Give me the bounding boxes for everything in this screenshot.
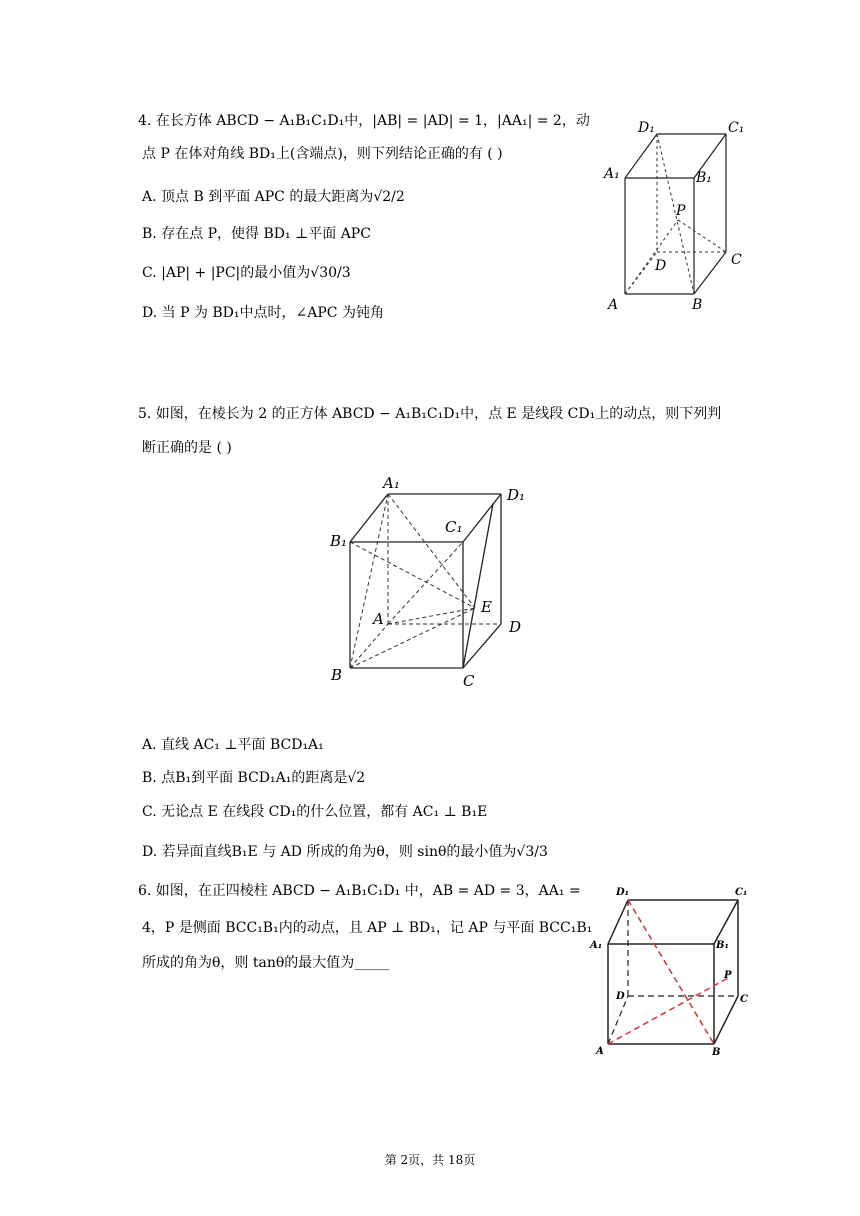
q4-label-b: B: [692, 297, 703, 313]
q6-label-b: B: [712, 1047, 721, 1058]
q5-option-a: A. 直线 AC₁ ⊥平面 BCD₁A₁: [142, 737, 324, 753]
q4-label-p: P: [676, 203, 686, 219]
q6-label-a1: A₁: [590, 940, 603, 951]
q4-option-a: A. 顶点 B 到平面 APC 的最大距离为√2/2: [142, 189, 405, 205]
q4-option-c: C. |AP| + |PC|的最小值为√30/3: [142, 265, 351, 281]
q6-label-c1: C₁: [735, 887, 748, 898]
q6-label-b1: B₁: [716, 940, 729, 951]
q5-stem-line-1: 5. 如图，在棱长为 2 的正方体 ABCD − A₁B₁C₁D₁中，点 E 是线段 CD₁上的动点，则下列判: [138, 406, 722, 422]
q6-label-d1: D₁: [616, 887, 630, 898]
q5-cube-figure: [325, 470, 545, 690]
q5-label-d1: D₁: [507, 486, 526, 504]
q6-label-p: P: [724, 970, 732, 981]
q6-label-a: A: [596, 1046, 604, 1057]
q5-stem-line-2: 断正确的是 ( ): [142, 440, 232, 456]
q4-label-d1: D₁: [638, 120, 655, 136]
q4-stem-line-1: 4. 在长方体 ABCD − A₁B₁C₁D₁中，|AB| = |AD| = 1，|AA₁| = 2，动: [138, 113, 590, 129]
q6-stem-line-2: 4，P 是侧面 BCC₁B₁内的动点，且 AP ⊥ BD₁，记 AP 与平面 BCC₁B₁: [142, 920, 593, 936]
q4-label-c1: C₁: [728, 120, 745, 136]
q4-label-c: C: [731, 252, 742, 268]
q4-label-b1: B₁: [696, 170, 712, 186]
q5-label-b: B: [331, 666, 343, 684]
page-footer: 第 2页，共 18页: [384, 1153, 476, 1167]
q5-label-b1: B₁: [330, 532, 348, 550]
q4-label-a: A: [608, 297, 619, 313]
q5-label-a: A: [373, 610, 384, 628]
q6-stem-line-3: 所成的角为θ，则 tanθ的最大值为_____: [142, 955, 390, 971]
q5-option-b: B. 点B₁到平面 BCD₁A₁的距离是√2: [142, 770, 366, 786]
q5-label-a1: A₁: [383, 474, 400, 492]
q6-stem-line-1: 6. 如图，在正四棱柱 ABCD − A₁B₁C₁D₁ 中，AB = AD = 3，AA₁ =: [138, 883, 581, 899]
q4-stem-line-2: 点 P 在体对角线 BD₁上(含端点)，则下列结论正确的有 ( ): [142, 146, 503, 162]
q4-option-b: B. 存在点 P，使得 BD₁ ⊥平面 APC: [142, 226, 371, 242]
q6-label-c: C: [740, 994, 748, 1005]
q5-label-c1: C₁: [445, 518, 463, 536]
q6-label-d: D: [616, 991, 625, 1002]
q5-label-d: D: [509, 618, 522, 636]
q4-option-d: D. 当 P 为 BD₁中点时，∠APC 为钝角: [142, 305, 384, 321]
q5-option-c: C. 无论点 E 在线段 CD₁的什么位置，都有 AC₁ ⊥ B₁E: [142, 804, 488, 820]
q5-label-c: C: [463, 672, 475, 690]
q4-label-d: D: [655, 258, 667, 274]
q5-label-e: E: [481, 598, 492, 616]
q4-cuboid-figure: [600, 112, 760, 322]
q6-prism-figure: [588, 880, 758, 1060]
q5-option-d: D. 若异面直线B₁E 与 AD 所成的角为θ，则 sinθ的最小值为√3/3: [142, 844, 548, 860]
q4-label-a1: A₁: [604, 166, 620, 182]
